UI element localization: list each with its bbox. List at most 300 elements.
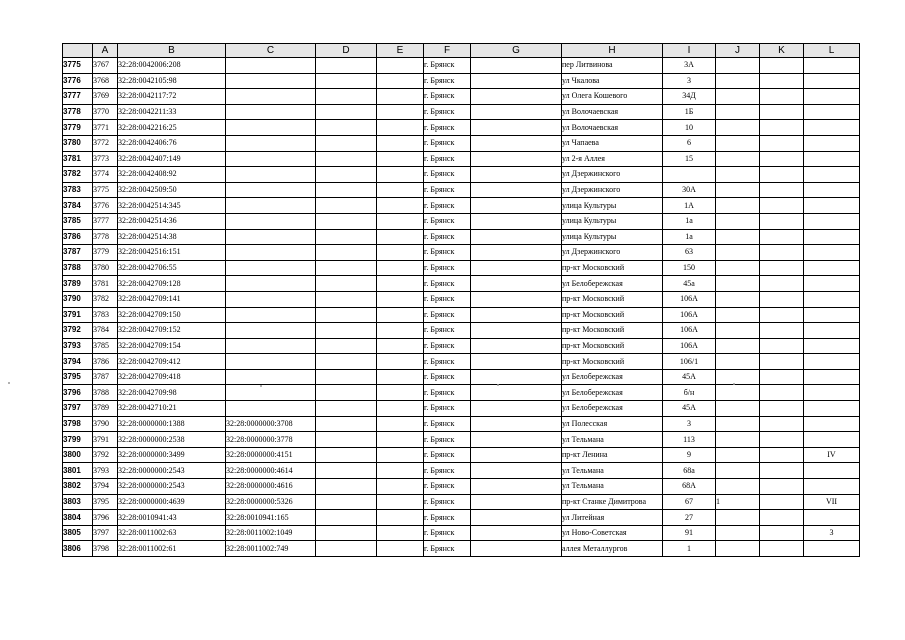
cell-e[interactable] — [377, 369, 424, 385]
cell-i[interactable]: 34Д — [663, 89, 716, 105]
cell-j[interactable] — [716, 385, 760, 401]
cell-h[interactable]: ул Белобережская — [562, 385, 663, 401]
cell-a[interactable]: 3797 — [93, 525, 118, 541]
cell-l[interactable] — [804, 401, 860, 417]
cell-g[interactable] — [471, 260, 562, 276]
cell-i[interactable]: 10 — [663, 120, 716, 136]
cell-j[interactable] — [716, 354, 760, 370]
cell-l[interactable] — [804, 479, 860, 495]
cell-b[interactable]: 32:28:0042216:25 — [118, 120, 226, 136]
row-number[interactable]: 3801 — [63, 463, 93, 479]
cell-a[interactable]: 3770 — [93, 104, 118, 120]
cell-k[interactable] — [760, 307, 804, 323]
column-header-c[interactable]: C — [226, 44, 316, 58]
cell-j[interactable] — [716, 135, 760, 151]
cell-j[interactable] — [716, 58, 760, 74]
cell-g[interactable] — [471, 385, 562, 401]
cell-b[interactable]: 32:28:0042709:412 — [118, 354, 226, 370]
cell-f[interactable]: г. Брянск — [424, 432, 471, 448]
cell-h[interactable]: ул Дзержинского — [562, 167, 663, 183]
cell-d[interactable] — [316, 89, 377, 105]
cell-l[interactable]: VII — [804, 494, 860, 510]
cell-l[interactable] — [804, 198, 860, 214]
cell-g[interactable] — [471, 338, 562, 354]
cell-i[interactable]: 68А — [663, 479, 716, 495]
cell-l[interactable] — [804, 385, 860, 401]
cell-a[interactable]: 3793 — [93, 463, 118, 479]
cell-d[interactable] — [316, 151, 377, 167]
cell-d[interactable] — [316, 369, 377, 385]
cell-i[interactable]: 3А — [663, 58, 716, 74]
cell-c[interactable] — [226, 135, 316, 151]
cell-e[interactable] — [377, 447, 424, 463]
cell-b[interactable]: 32:28:0042514:36 — [118, 213, 226, 229]
cell-g[interactable] — [471, 432, 562, 448]
cell-b[interactable]: 32:28:0042706:55 — [118, 260, 226, 276]
cell-k[interactable] — [760, 73, 804, 89]
cell-l[interactable] — [804, 354, 860, 370]
cell-i[interactable]: 106А — [663, 291, 716, 307]
cell-k[interactable] — [760, 58, 804, 74]
cell-g[interactable] — [471, 510, 562, 526]
cell-e[interactable] — [377, 104, 424, 120]
cell-b[interactable]: 32:28:0000000:4639 — [118, 494, 226, 510]
cell-d[interactable] — [316, 510, 377, 526]
cell-e[interactable] — [377, 167, 424, 183]
cell-e[interactable] — [377, 182, 424, 198]
cell-i[interactable]: 91 — [663, 525, 716, 541]
cell-j[interactable] — [716, 541, 760, 557]
cell-i[interactable]: 1А — [663, 198, 716, 214]
cell-j[interactable] — [716, 307, 760, 323]
cell-d[interactable] — [316, 73, 377, 89]
cell-i[interactable]: 150 — [663, 260, 716, 276]
cell-f[interactable]: г. Брянск — [424, 198, 471, 214]
cell-l[interactable] — [804, 369, 860, 385]
cell-g[interactable] — [471, 104, 562, 120]
cell-c[interactable] — [226, 323, 316, 339]
cell-i[interactable]: 106/1 — [663, 354, 716, 370]
cell-f[interactable]: г. Брянск — [424, 401, 471, 417]
cell-l[interactable] — [804, 463, 860, 479]
cell-b[interactable]: 32:28:0042514:38 — [118, 229, 226, 245]
cell-c[interactable] — [226, 198, 316, 214]
row-number[interactable]: 3793 — [63, 338, 93, 354]
cell-a[interactable]: 3795 — [93, 494, 118, 510]
cell-b[interactable]: 32:28:0000000:2543 — [118, 479, 226, 495]
cell-e[interactable] — [377, 229, 424, 245]
cell-d[interactable] — [316, 229, 377, 245]
cell-a[interactable]: 3785 — [93, 338, 118, 354]
cell-b[interactable]: 32:28:0042117:72 — [118, 89, 226, 105]
cell-f[interactable]: г. Брянск — [424, 463, 471, 479]
row-number[interactable]: 3786 — [63, 229, 93, 245]
cell-e[interactable] — [377, 354, 424, 370]
cell-k[interactable] — [760, 198, 804, 214]
cell-g[interactable] — [471, 120, 562, 136]
cell-c[interactable] — [226, 276, 316, 292]
cell-b[interactable]: 32:28:0042514:345 — [118, 198, 226, 214]
cell-k[interactable] — [760, 89, 804, 105]
cell-b[interactable]: 32:28:0042709:141 — [118, 291, 226, 307]
cell-j[interactable] — [716, 73, 760, 89]
cell-d[interactable] — [316, 416, 377, 432]
cell-a[interactable]: 3767 — [93, 58, 118, 74]
cell-g[interactable] — [471, 182, 562, 198]
cell-j[interactable] — [716, 525, 760, 541]
cell-i[interactable]: 30А — [663, 182, 716, 198]
cell-d[interactable] — [316, 135, 377, 151]
cell-e[interactable] — [377, 213, 424, 229]
cell-j[interactable] — [716, 338, 760, 354]
cell-e[interactable] — [377, 260, 424, 276]
cell-f[interactable]: г. Брянск — [424, 510, 471, 526]
cell-d[interactable] — [316, 385, 377, 401]
cell-j[interactable] — [716, 120, 760, 136]
cell-l[interactable] — [804, 58, 860, 74]
cell-k[interactable] — [760, 401, 804, 417]
cell-c[interactable] — [226, 89, 316, 105]
cell-d[interactable] — [316, 494, 377, 510]
cell-k[interactable] — [760, 510, 804, 526]
cell-j[interactable] — [716, 245, 760, 261]
cell-k[interactable] — [760, 447, 804, 463]
cell-d[interactable] — [316, 260, 377, 276]
cell-b[interactable]: 32:28:0042709:418 — [118, 369, 226, 385]
cell-b[interactable]: 32:28:0042709:98 — [118, 385, 226, 401]
cell-l[interactable] — [804, 245, 860, 261]
row-number[interactable]: 3785 — [63, 213, 93, 229]
cell-b[interactable]: 32:28:0000000:3499 — [118, 447, 226, 463]
cell-e[interactable] — [377, 198, 424, 214]
cell-g[interactable] — [471, 135, 562, 151]
cell-c[interactable] — [226, 229, 316, 245]
cell-g[interactable] — [471, 276, 562, 292]
cell-d[interactable] — [316, 120, 377, 136]
cell-j[interactable] — [716, 229, 760, 245]
cell-b[interactable]: 32:28:0042105:98 — [118, 73, 226, 89]
cell-k[interactable] — [760, 276, 804, 292]
cell-f[interactable]: г. Брянск — [424, 541, 471, 557]
cell-d[interactable] — [316, 213, 377, 229]
cell-k[interactable] — [760, 104, 804, 120]
cell-b[interactable]: 32:28:0042006:208 — [118, 58, 226, 74]
row-number[interactable]: 3779 — [63, 120, 93, 136]
cell-l[interactable] — [804, 307, 860, 323]
cell-b[interactable]: 32:28:0042408:92 — [118, 167, 226, 183]
cell-j[interactable] — [716, 89, 760, 105]
cell-c[interactable] — [226, 338, 316, 354]
cell-h[interactable]: ул Дзержинского — [562, 182, 663, 198]
cell-a[interactable]: 3789 — [93, 401, 118, 417]
cell-a[interactable]: 3781 — [93, 276, 118, 292]
cell-b[interactable]: 32:28:0042516:151 — [118, 245, 226, 261]
cell-k[interactable] — [760, 369, 804, 385]
cell-c[interactable] — [226, 291, 316, 307]
cell-d[interactable] — [316, 182, 377, 198]
cell-k[interactable] — [760, 494, 804, 510]
cell-d[interactable] — [316, 307, 377, 323]
cell-k[interactable] — [760, 354, 804, 370]
cell-h[interactable]: пр-кт Ленина — [562, 447, 663, 463]
cell-d[interactable] — [316, 167, 377, 183]
row-number[interactable]: 3805 — [63, 525, 93, 541]
cell-h[interactable]: ул Белобережская — [562, 401, 663, 417]
cell-c[interactable]: 32:28:0011002:1049 — [226, 525, 316, 541]
cell-i[interactable] — [663, 167, 716, 183]
cell-a[interactable]: 3784 — [93, 323, 118, 339]
cell-k[interactable] — [760, 525, 804, 541]
cell-k[interactable] — [760, 213, 804, 229]
cell-e[interactable] — [377, 525, 424, 541]
cell-a[interactable]: 3788 — [93, 385, 118, 401]
cell-i[interactable]: 67 — [663, 494, 716, 510]
cell-d[interactable] — [316, 58, 377, 74]
cell-a[interactable]: 3768 — [93, 73, 118, 89]
cell-j[interactable] — [716, 291, 760, 307]
cell-h[interactable]: пр-кт Московский — [562, 338, 663, 354]
cell-g[interactable] — [471, 89, 562, 105]
row-number[interactable]: 3796 — [63, 385, 93, 401]
corner-cell[interactable] — [63, 44, 93, 58]
cell-i[interactable]: 45А — [663, 369, 716, 385]
cell-f[interactable]: г. Брянск — [424, 525, 471, 541]
cell-l[interactable] — [804, 73, 860, 89]
cell-d[interactable] — [316, 354, 377, 370]
cell-g[interactable] — [471, 354, 562, 370]
cell-a[interactable]: 3782 — [93, 291, 118, 307]
cell-f[interactable]: г. Брянск — [424, 229, 471, 245]
cell-g[interactable] — [471, 479, 562, 495]
cell-i[interactable]: 68а — [663, 463, 716, 479]
cell-j[interactable] — [716, 182, 760, 198]
cell-d[interactable] — [316, 463, 377, 479]
cell-e[interactable] — [377, 510, 424, 526]
row-number[interactable]: 3777 — [63, 89, 93, 105]
cell-j[interactable] — [716, 401, 760, 417]
cell-a[interactable]: 3779 — [93, 245, 118, 261]
cell-d[interactable] — [316, 432, 377, 448]
cell-h[interactable]: пр-кт Московский — [562, 354, 663, 370]
cell-a[interactable]: 3794 — [93, 479, 118, 495]
cell-i[interactable]: б/н — [663, 385, 716, 401]
cell-c[interactable]: 32:28:0000000:4616 — [226, 479, 316, 495]
cell-b[interactable]: 32:28:0011002:61 — [118, 541, 226, 557]
cell-i[interactable]: 106А — [663, 307, 716, 323]
cell-g[interactable] — [471, 369, 562, 385]
cell-g[interactable] — [471, 151, 562, 167]
cell-h[interactable]: пер Литвинова — [562, 58, 663, 74]
row-number[interactable]: 3794 — [63, 354, 93, 370]
row-number[interactable]: 3797 — [63, 401, 93, 417]
cell-c[interactable] — [226, 104, 316, 120]
cell-j[interactable] — [716, 323, 760, 339]
cell-k[interactable] — [760, 120, 804, 136]
cell-h[interactable]: ул 2-я Аллея — [562, 151, 663, 167]
cell-j[interactable] — [716, 432, 760, 448]
row-number[interactable]: 3782 — [63, 167, 93, 183]
row-number[interactable]: 3788 — [63, 260, 93, 276]
cell-a[interactable]: 3791 — [93, 432, 118, 448]
cell-e[interactable] — [377, 479, 424, 495]
cell-c[interactable]: 32:28:0000000:5326 — [226, 494, 316, 510]
cell-c[interactable]: 32:28:0010941:165 — [226, 510, 316, 526]
cell-i[interactable]: 113 — [663, 432, 716, 448]
cell-j[interactable] — [716, 416, 760, 432]
cell-e[interactable] — [377, 338, 424, 354]
cell-d[interactable] — [316, 447, 377, 463]
cell-h[interactable]: ул Дзержинского — [562, 245, 663, 261]
cell-h[interactable]: пр-кт Московский — [562, 260, 663, 276]
cell-l[interactable] — [804, 151, 860, 167]
cell-b[interactable]: 32:28:0042709:128 — [118, 276, 226, 292]
cell-h[interactable]: ул Чкалова — [562, 73, 663, 89]
row-number[interactable]: 3802 — [63, 479, 93, 495]
cell-f[interactable]: г. Брянск — [424, 307, 471, 323]
cell-e[interactable] — [377, 323, 424, 339]
cell-g[interactable] — [471, 58, 562, 74]
row-number[interactable]: 3806 — [63, 541, 93, 557]
cell-f[interactable]: г. Брянск — [424, 416, 471, 432]
cell-a[interactable]: 3778 — [93, 229, 118, 245]
cell-e[interactable] — [377, 307, 424, 323]
cell-j[interactable] — [716, 213, 760, 229]
cell-g[interactable] — [471, 73, 562, 89]
cell-c[interactable] — [226, 167, 316, 183]
cell-h[interactable]: улица Культуры — [562, 229, 663, 245]
cell-i[interactable]: 106А — [663, 338, 716, 354]
cell-a[interactable]: 3776 — [93, 198, 118, 214]
cell-g[interactable] — [471, 541, 562, 557]
cell-l[interactable] — [804, 182, 860, 198]
cell-f[interactable]: г. Брянск — [424, 73, 471, 89]
cell-h[interactable]: пр-кт Московский — [562, 323, 663, 339]
column-header-h[interactable]: H — [562, 44, 663, 58]
cell-f[interactable]: г. Брянск — [424, 182, 471, 198]
cell-h[interactable]: пр-кт Станке Димитрова — [562, 494, 663, 510]
cell-l[interactable] — [804, 276, 860, 292]
cell-l[interactable] — [804, 213, 860, 229]
row-number[interactable]: 3798 — [63, 416, 93, 432]
cell-e[interactable] — [377, 401, 424, 417]
cell-c[interactable] — [226, 307, 316, 323]
cell-j[interactable] — [716, 198, 760, 214]
cell-c[interactable] — [226, 369, 316, 385]
cell-a[interactable]: 3780 — [93, 260, 118, 276]
row-number[interactable]: 3784 — [63, 198, 93, 214]
cell-k[interactable] — [760, 291, 804, 307]
cell-a[interactable]: 3771 — [93, 120, 118, 136]
cell-i[interactable]: 45А — [663, 401, 716, 417]
cell-f[interactable]: г. Брянск — [424, 479, 471, 495]
cell-b[interactable]: 32:28:0042509:50 — [118, 182, 226, 198]
cell-i[interactable]: 27 — [663, 510, 716, 526]
cell-k[interactable] — [760, 541, 804, 557]
cell-i[interactable]: 1а — [663, 213, 716, 229]
cell-l[interactable] — [804, 120, 860, 136]
cell-b[interactable]: 32:28:0042710:21 — [118, 401, 226, 417]
cell-l[interactable]: IV — [804, 447, 860, 463]
cell-i[interactable]: 106А — [663, 323, 716, 339]
cell-j[interactable]: 1 — [716, 494, 760, 510]
cell-h[interactable]: пр-кт Московский — [562, 291, 663, 307]
cell-d[interactable] — [316, 276, 377, 292]
cell-k[interactable] — [760, 245, 804, 261]
cell-h[interactable]: ул Тельмана — [562, 432, 663, 448]
cell-d[interactable] — [316, 338, 377, 354]
cell-e[interactable] — [377, 276, 424, 292]
cell-d[interactable] — [316, 198, 377, 214]
cell-l[interactable] — [804, 323, 860, 339]
cell-j[interactable] — [716, 167, 760, 183]
cell-f[interactable]: г. Брянск — [424, 167, 471, 183]
cell-e[interactable] — [377, 291, 424, 307]
cell-j[interactable] — [716, 463, 760, 479]
cell-f[interactable]: г. Брянск — [424, 338, 471, 354]
cell-l[interactable] — [804, 510, 860, 526]
cell-d[interactable] — [316, 479, 377, 495]
cell-e[interactable] — [377, 432, 424, 448]
row-number[interactable]: 3795 — [63, 369, 93, 385]
cell-f[interactable]: г. Брянск — [424, 260, 471, 276]
cell-b[interactable]: 32:28:0000000:2543 — [118, 463, 226, 479]
cell-l[interactable] — [804, 432, 860, 448]
row-number[interactable]: 3789 — [63, 276, 93, 292]
cell-c[interactable]: 32:28:0000000:4614 — [226, 463, 316, 479]
cell-l[interactable]: 3 — [804, 525, 860, 541]
cell-b[interactable]: 32:28:0042406:76 — [118, 135, 226, 151]
cell-l[interactable] — [804, 229, 860, 245]
cell-k[interactable] — [760, 479, 804, 495]
cell-c[interactable] — [226, 58, 316, 74]
cell-a[interactable]: 3790 — [93, 416, 118, 432]
cell-h[interactable]: ул Тельмана — [562, 479, 663, 495]
column-header-a[interactable]: A — [93, 44, 118, 58]
column-header-j[interactable]: J — [716, 44, 760, 58]
cell-a[interactable]: 3792 — [93, 447, 118, 463]
cell-f[interactable]: г. Брянск — [424, 120, 471, 136]
cell-e[interactable] — [377, 89, 424, 105]
cell-f[interactable]: г. Брянск — [424, 151, 471, 167]
cell-k[interactable] — [760, 182, 804, 198]
cell-j[interactable] — [716, 104, 760, 120]
row-number[interactable]: 3783 — [63, 182, 93, 198]
cell-f[interactable]: г. Брянск — [424, 276, 471, 292]
cell-d[interactable] — [316, 401, 377, 417]
cell-g[interactable] — [471, 323, 562, 339]
cell-k[interactable] — [760, 323, 804, 339]
cell-j[interactable] — [716, 447, 760, 463]
cell-j[interactable] — [716, 276, 760, 292]
cell-e[interactable] — [377, 73, 424, 89]
cell-h[interactable]: улица Культуры — [562, 198, 663, 214]
cell-b[interactable]: 32:28:0011002:63 — [118, 525, 226, 541]
cell-j[interactable] — [716, 151, 760, 167]
row-number[interactable]: 3803 — [63, 494, 93, 510]
cell-d[interactable] — [316, 245, 377, 261]
column-header-e[interactable]: E — [377, 44, 424, 58]
cell-c[interactable] — [226, 120, 316, 136]
cell-c[interactable] — [226, 245, 316, 261]
cell-i[interactable]: 3 — [663, 73, 716, 89]
cell-g[interactable] — [471, 198, 562, 214]
cell-g[interactable] — [471, 307, 562, 323]
cell-h[interactable]: ул Олега Кошевого — [562, 89, 663, 105]
cell-d[interactable] — [316, 541, 377, 557]
cell-e[interactable] — [377, 120, 424, 136]
cell-a[interactable]: 3796 — [93, 510, 118, 526]
cell-a[interactable]: 3798 — [93, 541, 118, 557]
